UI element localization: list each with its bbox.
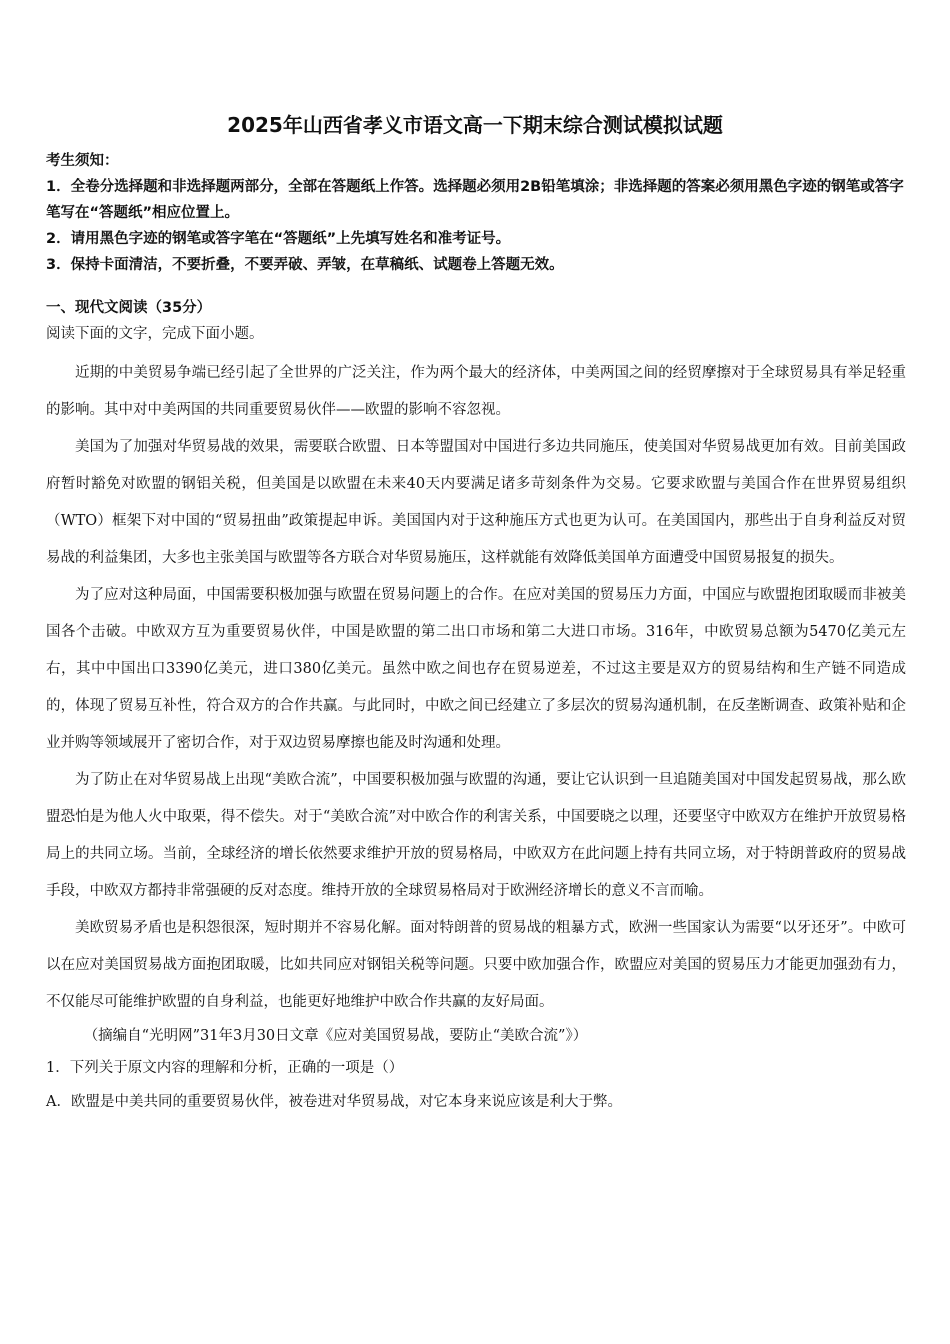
article-paragraph-3: 为了应对这种局面，中国需要积极加强与欧盟在贸易问题上的合作。在应对美国的贸易压力方面，中国应与欧盟抱团取暖而非被美国各个击破。中欧双方互为重要贸易伙伴，中国是欧盟的第二出口市场和第二大进口市场。316年，中欧贸易总额为5470亿美元左右，其中中国出口3390亿美元，进口380亿美元。虽然中欧之间也存在贸易逆差，不过这主要是双方的贸易结构和生产链不同造成的，体现了贸易互补性，符合双方的合作共赢。与此同时，中欧之间已经建立了多层次的贸易沟通机制，在反垄断调查、政策补贴和企业并购等领域展开了密切合作，对于双边贸易摩擦也能及时沟通和处理。 bbox=[46, 587, 906, 751]
article-source: （摘编自“光明网”31年3月30日文章《应对美国贸易战，要防止“美欧合流”》） bbox=[83, 1028, 588, 1044]
exam-title: 2025年山西省孝义市语文高一下期末综合测试模拟试题 bbox=[227, 113, 723, 137]
candidate-notice bbox=[46, 148, 906, 278]
article-paragraph-5: 美欧贸易矛盾也是积怨很深，短时期并不容易化解。面对特朗普的贸易战的粗暴方式，欧洲一些国家认为需要“以牙还牙”。中欧可以在应对美国贸易战方面抱团取暖，比如共同应对钢铝关税等问题。只要中欧加强合作，欧盟应对美国的贸易压力才能更加强劲有力，不仅能尽可能维护欧盟的自身利益，也能更好地维护中欧合作共赢的友好局面。 bbox=[46, 920, 906, 1010]
reading-section bbox=[46, 295, 906, 1119]
article-paragraph-2: 美国为了加强对华贸易战的效果，需要联合欧盟、日本等盟国对中国进行多边共同施压，使美国对华贸易战更加有效。目前美国政府暂时豁免对欧盟的钢铝关税，但美国是以欧盟在未来40天内要满足诸多苛刻条件为交易。它要求欧盟与美国合作在世界贸易组织（WTO）框架下对中国的“贸易扭曲”政策提起申诉。美国国内对于这种施压方式也更为认可。在美国国内，那些出于自身利益反对贸易战的利益集团，大多也主张美国与欧盟等各方联合对华贸易施压，这样就能有效降低美国单方面遭受中国贸易报复的损失。 bbox=[46, 439, 906, 566]
notice-item-2: 2．请用黑色字迹的钢笔或答字笔在“答题纸”上先填写姓名和准考证号。 bbox=[46, 231, 511, 247]
section-heading: 一、现代文阅读（35分） bbox=[46, 300, 212, 316]
question-option-a: A．欧盟是中美共同的重要贸易伙伴，被卷进对华贸易战，对它本身来说应该是利大于弊。 bbox=[46, 1094, 622, 1110]
section-intro: 阅读下面的文字，完成下面小题。 bbox=[46, 326, 264, 342]
article-paragraph-1: 近期的中美贸易争端已经引起了全世界的广泛关注，作为两个最大的经济体，中美两国之间的经贸摩擦对于全球贸易具有举足轻重的影响。其中对中美两国的共同重要贸易伙伴——欧盟的影响不容忽视。 bbox=[46, 365, 906, 418]
article-paragraph-4: 为了防止在对华贸易战上出现“美欧合流”，中国要积极加强与欧盟的沟通，要让它认识到一旦追随美国对中国发起贸易战，那么欧盟恐怕是为他人火中取栗，得不偿失。对于“美欧合流”对中欧合作的利害关系，中国要晓之以理，还要坚守中欧双方在维护开放贸易格局上的共同立场。当前，全球经济的增长依然要求维护开放的贸易格局，中欧双方在此问题上持有共同立场，对于特朗普政府的贸易战手段，中欧双方都持非常强硬的反对态度。维持开放的全球贸易格局对于欧洲经济增长的意义不言而喻。 bbox=[46, 772, 906, 899]
question-stem: 1．下列关于原文内容的理解和分析，正确的一项是（） bbox=[46, 1060, 404, 1076]
notice-heading: 考生须知： bbox=[46, 153, 119, 169]
notice-item-3: 3．保持卡面清洁，不要折叠，不要弄破、弄皱，在草稿纸、试题卷上答题无效。 bbox=[46, 257, 564, 273]
notice-item-1: 1．全卷分选择题和非选择题两部分，全部在答题纸上作答。选择题必须用2B铅笔填涂；非选择题的答案必须用黑色字迹的钢笔或答字笔写在“答题纸”相应位置上。 bbox=[46, 179, 904, 221]
